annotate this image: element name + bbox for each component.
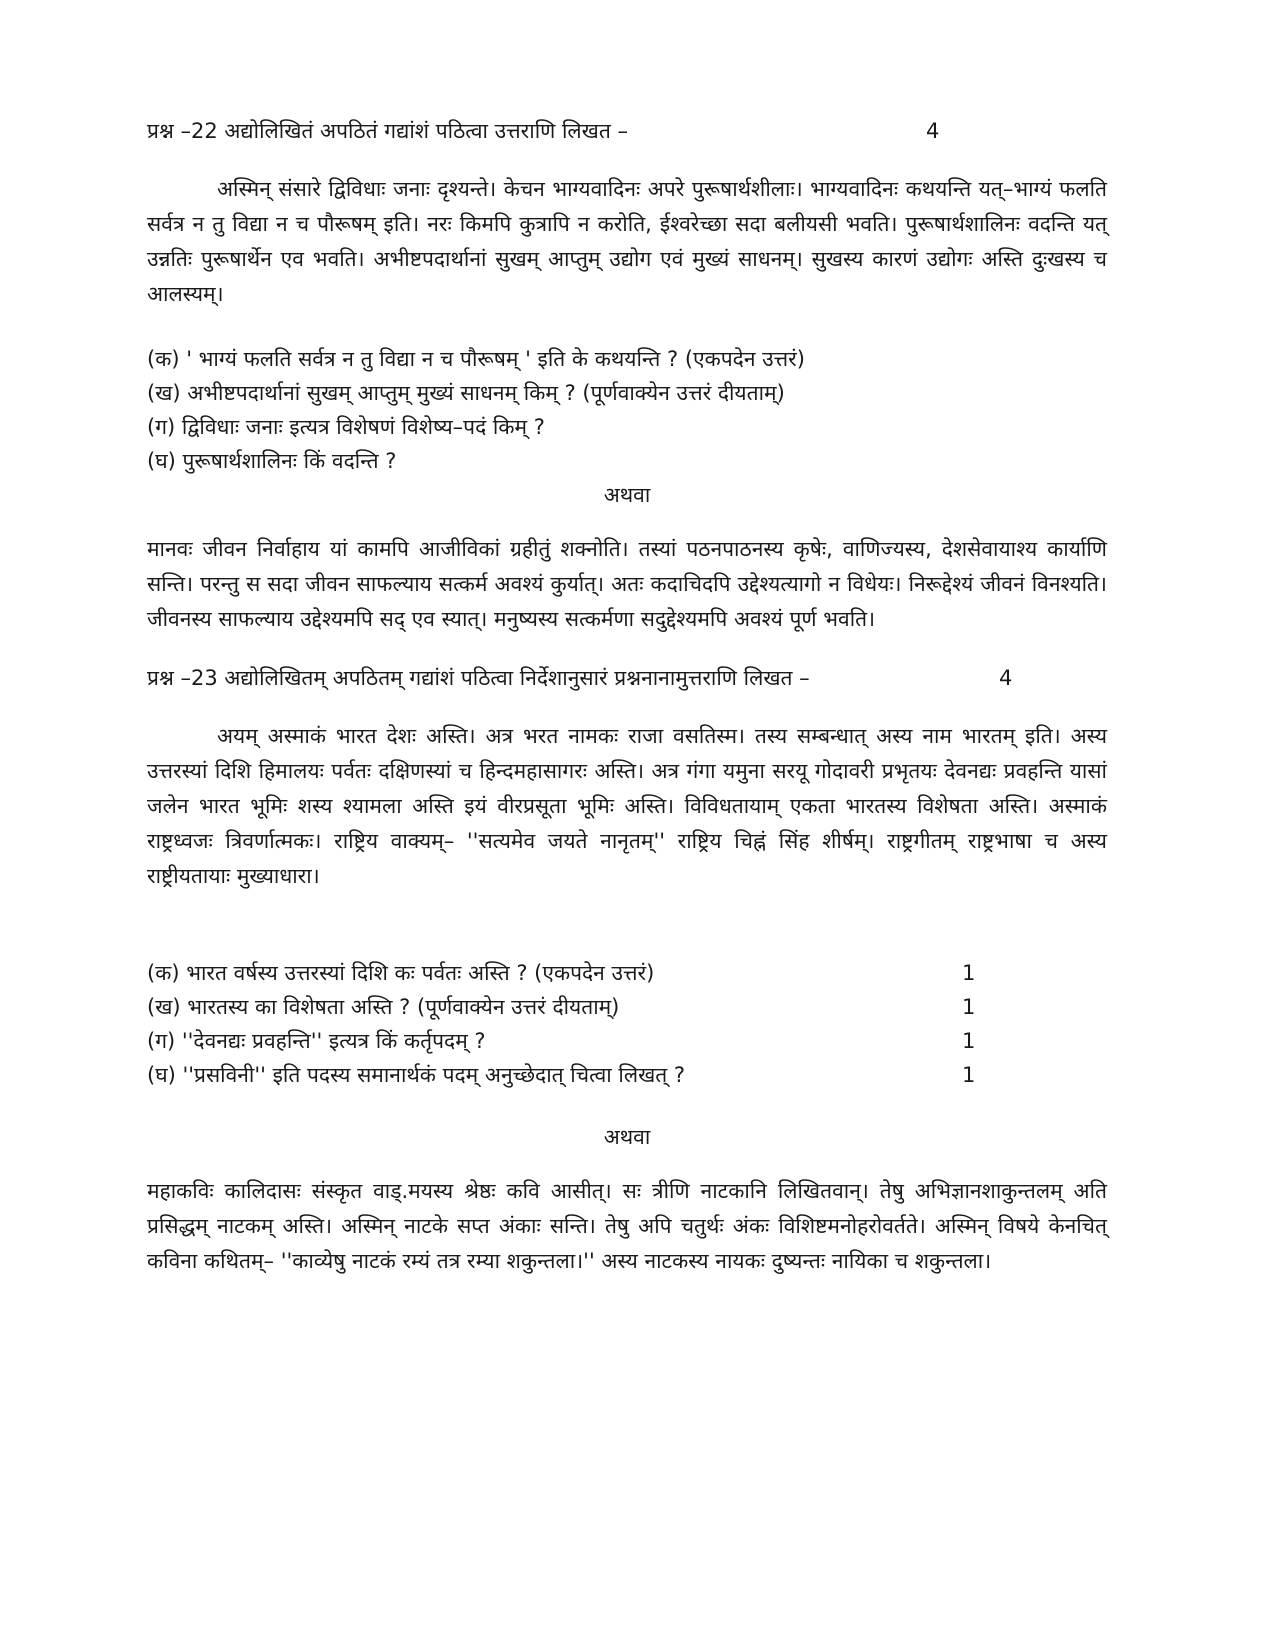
athava-divider-1: अथवा [603, 483, 651, 507]
question-22-alt-passage: मानवः जीवन निर्वाहाय यां कामपि आजीविकां ग्रहीतुं शक्नोति। तस्यां पठनपाठनस्य कृषेः, वाणिज्यस्य, देशसेवायाश्य कार्याणि सन्ति। परन्तु स सदा जीवन साफल्याय सत्कर्म अवश्यं कुर्यात्। अतः कदाचिदपि उद्देश्यत्यागो न विधेयः। निरूद्देश्यं जीवनं विनश्यति। जीवनस्य साफल्याय उद्देश्यमपि सद् एव स्यात्। मनुष्यस्य सत्कर्मणा सदुद्देश्यमपि अवश्यं पूर्ण भवति। [147, 537, 1107, 631]
document-page [147, 112, 1107, 1279]
sub-question-mark: 1 [962, 961, 976, 985]
question-22-sub-kha: (ख) अभीष्टपदार्थानां सुखम् आप्तुम् मुख्यं साधनम् किम् ? (पूर्णवाक्येन उत्तरं दीयताम्) [147, 381, 785, 405]
sub-question-mark: 1 [962, 1063, 976, 1087]
question-23-alt-passage: महाकविः कालिदासः संस्कृत वाड्.मयस्य श्रेष्ठः कवि आसीत्। सः त्रीणि नाटकानि लिखितवान्। तेषु अभिज्ञानशाकुन्तलम् अति प्रसिद्धम् नाटकम् अस्ति। अस्मिन् नाटके सप्त अंकाः सन्ति। तेषु अपि चतुर्थः अंकः विशिष्टमनोहरोवर्तते। अस्मिन् विषये केनचित् कविना कथितम्– ''काव्येषु नाटकं रम्यं तत्र रम्या शकुन्तला।'' अस्य नाटकस्य नायकः दुष्यन्तः नायिका च शकुन्तला। [147, 1179, 1107, 1273]
question-22-marks: 4 [926, 119, 940, 143]
sub-question-text: (ख) भारतस्य का विशेषता अस्ति ? (पूर्णवाक्येन उत्तरं दीयताम्) [147, 995, 620, 1019]
sub-question-mark: 1 [962, 1029, 976, 1053]
question-23-sub-ga [147, 1024, 1107, 1058]
question-22-heading [147, 112, 1107, 150]
question-22-subquestions [147, 342, 1107, 478]
question-22-sub-gha: (घ) पुरूषार्थशालिनः किं वदन्ति ? [147, 449, 397, 473]
question-22-sub-ka: (क) ' भाग्यं फलति सर्वत्र न तु विद्या न च पौरूषम् ' इति के कथयन्ति ? (एकपदेन उत्तरं) [147, 347, 805, 371]
sub-question-text: (ग) ''देवनद्यः प्रवहन्ति'' इत्यत्र किं कर्तृपदम् ? [147, 1029, 486, 1053]
question-23-subquestions [147, 956, 1107, 1092]
sub-question-text: (क) भारत वर्षस्य उत्तरस्यां दिशि कः पर्वतः अस्ति ? (एकपदेन उत्तरं) [147, 961, 655, 985]
question-22-sub-ga: (ग) द्विविधाः जनाः इत्यत्र विशेषणं विशेष्य–पदं किम् ? [147, 415, 545, 439]
question-22-passage: अस्मिन् संसारे द्विविधाः जनाः दृश्यन्ते। केचन भाग्यवादिनः अपरे पुरूषार्थशीलाः। भाग्यवादिनः कथयन्ति यत्–भाग्यं फलति सर्वत्र न तु विद्या न च पौरूषम् इति। नरः किमपि कुत्रापि न करोति, ईश्वरेच्छा सदा बलीयसी भवति। पुरूषार्थशालिनः वदन्ति यत् उन्नतिः पुरूषार्थेन एव भवति। अभीष्टपदार्थानां सुखम् आप्तुम् उद्योग एवं मुख्यं साधनम्। सुखस्य कारणं उद्योगः अस्ति दुःखस्य च आलस्यम्। [147, 177, 1107, 306]
question-23-marks: 4 [999, 666, 1013, 690]
question-23-passage: अयम् अस्माकं भारत देशः अस्ति। अत्र भरत नामकः राजा वसतिस्म। तस्य सम्बन्धात् अस्य नाम भारतम् इति। अस्य उत्तरस्यां दिशि हिमालयः पर्वतः दक्षिणस्यां च हिन्दमहासागरः अस्ति। अत्र गंगा यमुना सरयू गोदावरी प्रभृतयः देवनद्यः प्रवहन्ति यासां जलेन भारत भूमिः शस्य श्यामला अस्ति इयं वीरप्रसूता भूमिः अस्ति। विविधतायाम् एकता भारतस्य विशेषता अस्ति। अस्माकं राष्ट्रध्वजः त्रिवर्णात्मकः। राष्ट्रिय वाक्यम्– ''सत्यमेव जयते नानृतम्'' राष्ट्रिय चिह्नं सिंह शीर्षम्। राष्ट्रगीतम् राष्ट्रभाषा च अस्य राष्ट्रीयतायाः मुख्याधारा। [147, 724, 1107, 888]
question-23-heading [147, 659, 1107, 697]
question-23-sub-gha [147, 1058, 1107, 1092]
question-22-text: प्रश्न –22 अद्योलिखितं अपठितं गद्यांशं पठित्वा उत्तराणि लिखत – [147, 119, 628, 143]
sub-question-text: (घ) ''प्रसविनी'' इति पदस्य समानार्थकं पदम् अनुच्छेदात् चित्वा लिखत् ? [147, 1063, 686, 1087]
question-23-sub-kha [147, 990, 1107, 1024]
question-23-text: प्रश्न –23 अद्योलिखितम् अपठितम् गद्यांशं पठित्वा निर्देशानुसारं प्रश्ननानामुत्तराणि लिखत – [147, 666, 810, 690]
question-23-sub-ka [147, 956, 1107, 990]
sub-question-mark: 1 [962, 995, 976, 1019]
athava-divider-2: अथवा [603, 1125, 651, 1149]
